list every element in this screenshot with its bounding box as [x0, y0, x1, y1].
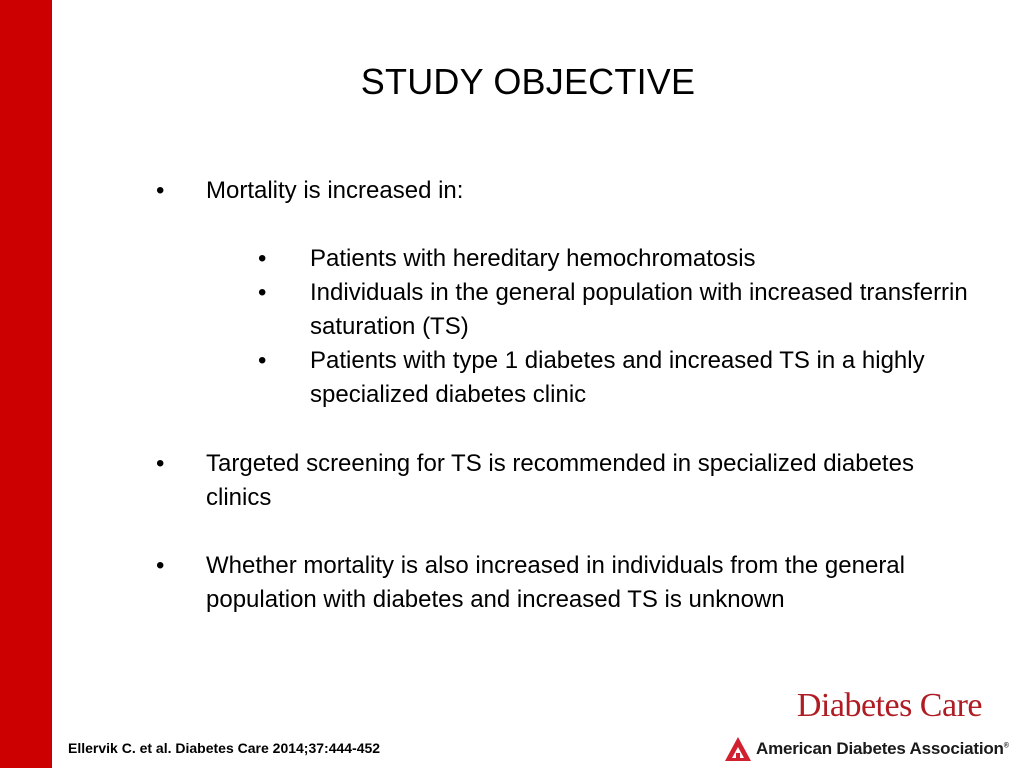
bullet-text: Patients with hereditary hemochromatosis — [310, 245, 756, 272]
ada-logo-text — [756, 739, 1009, 759]
citation: Ellervik C. et al. Diabetes Care 2014;37:444-452 — [68, 740, 381, 756]
bullet-icon: • — [258, 279, 267, 306]
ada-triangle-icon — [724, 736, 752, 762]
diabetes-care-logo: Diabetes Care — [796, 687, 982, 724]
bullet-icon: • — [258, 245, 267, 272]
accent-bar — [0, 0, 52, 768]
bullet-icon: • — [156, 450, 165, 477]
bullet-text: Whether mortality is also increased in individuals from the general population with diabetes and increased TS is unknown — [206, 552, 905, 613]
bullet-icon: • — [258, 347, 267, 374]
bullet-text: Mortality is increased in: — [206, 177, 464, 204]
bullet-text: Patients with type 1 diabetes and increased TS in a highly specialized diabetes clinic — [310, 347, 925, 408]
ada-logo — [724, 734, 1009, 764]
registered-mark: ® — [1003, 742, 1009, 750]
ada-name: American Diabetes Association — [756, 739, 1004, 758]
slide-title: STUDY OBJECTIVE — [360, 61, 696, 102]
bullet-icon: • — [156, 552, 165, 579]
bullet-icon: • — [156, 177, 165, 204]
bullet-text: Targeted screening for TS is recommended in specialized diabetes clinics — [206, 450, 914, 511]
bullet-text: Individuals in the general population with increased transferrin saturation (TS) — [310, 279, 968, 340]
